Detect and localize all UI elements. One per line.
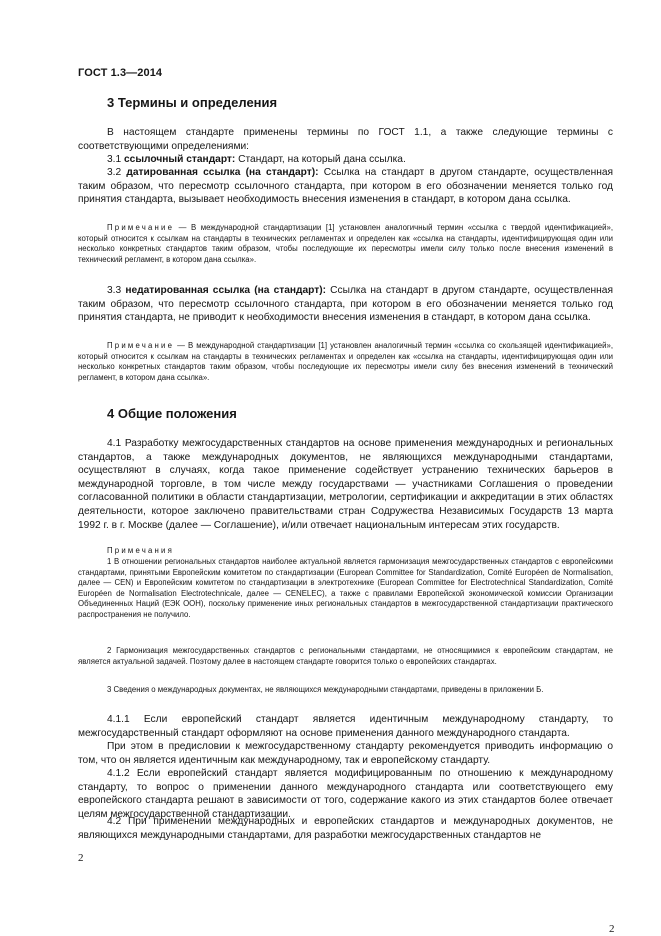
term-3-1: 3.1 ссылочный стандарт: Стандарт, на который дана ссылка. — [107, 154, 406, 165]
notes-label: Примечания — [107, 546, 175, 555]
clause-4-2: 4.2 При применении международных и европейских стандартов и международных документов, не являющихся международными стандартами, для разработки межгосударственных стандартов не — [78, 816, 613, 841]
term-3-3: 3.3 недатированная ссылка (на стандарт): Ссылка на стандарт в другом стандарте, осуществленная таким образом, что пересмотр ссылочного стандарта, при котором в его обозначении меняется только год принятия стандарта, не приводит к необходимости внесения изменения в стандарт, в котором дана ссылка. — [78, 285, 613, 324]
section-3-intro: В настоящем стандарте применены термины по ГОСТ 1.1, а также следующие термины с соответствующими определениями: — [78, 127, 613, 152]
clause-4-1-1: 4.1.1 Если европейский стандарт является идентичным международному стандарту, то межгосударственный стандарт оформляют на основе применения данного международного стандарта. — [78, 714, 613, 739]
term-3-2: 3.2 датированная ссылка (на стандарт): Ссылка на стандарт в другом стандарте, осуществленная таким образом, что пересмотр ссылочного стандарта, при котором в его обозначении меняется только год принятия стандарта, вызывает необходимость внесения изменения в стандарт, в котором дана ссылка. — [78, 167, 613, 206]
note-3-2: Примечание — В международной стандартизации [1] установлен аналогичный термин «ссылка с твердой идентификацией», который относится к ссылкам на стандарты в технических регламентах и определен как «ссылка на стандарты, идентифицирующая один или несколько конкретных стандартов таким образом, чтобы последующие их пересмотры имели силу только после внесения изменений в технический регламент, в котором дана ссылка». — [78, 223, 613, 264]
note-4-1-1: 1 В отношении региональных стандартов наиболее актуальной является гармонизация межгосударственных стандартов с европейскими стандартами, принятыми Европейским комитетом по стандартизации (European Committee for Standardization, Comité Européen de Normalisation, далее — CEN) и Европейским комитетом по стандартизации в электротехнике (European Committee for Electrotechnical Standardization, Comité Européen de Normalisation Electrotechnicale, далее — CENELEC), а также с правилами Европейской экономической комиссии Организации Объединенных Наций (ЕЭК ООН), поскольку применение иных региональных стандартов в межгосударственной стандартизации практического распространения не получило. — [78, 557, 613, 619]
section-3-heading: 3 Термины и определения — [107, 95, 278, 110]
clause-4-1: 4.1 Разработку межгосударственных стандартов на основе применения международных и региональных стандартов, а также международных документов, не являющихся международными стандартами, осуществляют в случаях, когда такое применение содействует устранению технических барьеров в международной торговле, в том числе между государствами — участниками Соглашения о проведении согласованной политики в области стандартизации, метрологии, сертификации и аккредитации в этих областях деятельности, которое заключено правительствами стран Содружества Независимых Государств 13 марта 1992 г. в г. Москве (далее — Соглашение), и/или отвечает национальным интересам этих государств. — [78, 438, 613, 531]
section-4-heading: 4 Общие положения — [107, 406, 237, 421]
note-4-1-3: 3 Сведения о международных документах, не являющихся международными стандартами, приведены в приложении Б. — [107, 685, 544, 694]
running-header: ГОСТ 1.3—2014 — [78, 67, 163, 79]
page-number: 2 — [78, 852, 84, 864]
note-4-1-2: 2 Гармонизация межгосударственных стандартов с региональными стандартами, не относящимися к европейским стандартам, не является актуальной задачей. Поэтому далее в настоящем стандарте говорится только о европейских стандартах. — [78, 646, 613, 666]
clause-4-1-1-cont: При этом в предисловии к межгосударственному стандарту рекомендуется приводить информацию о том, что он является идентичным как международному, так и европейскому стандарту. — [78, 741, 613, 766]
note-3-3: Примечание — В международной стандартизации [1] установлен аналогичный термин «ссылка со скользящей идентификацией», который относится к ссылкам на стандарты в технических регламентах и определен как «ссылка на стандарты, идентифицирующая один или несколько конкретных стандартов таким образом, чтобы последующие их пересмотры имели силу без внесения изменений в технический регламент, в котором дана ссылка». — [78, 341, 613, 382]
page-number-corner: 2 — [609, 923, 615, 935]
clause-4-1-2: 4.1.2 Если европейский стандарт является модифицированным по отношению к международному стандарту, то вопрос о применении данного международного стандарта или соответствующего ему европейского стандарта решают в зависимости от того, содержание какого из этих стандартов более отвечает целям межгосударственной стандартизации. — [78, 768, 613, 820]
